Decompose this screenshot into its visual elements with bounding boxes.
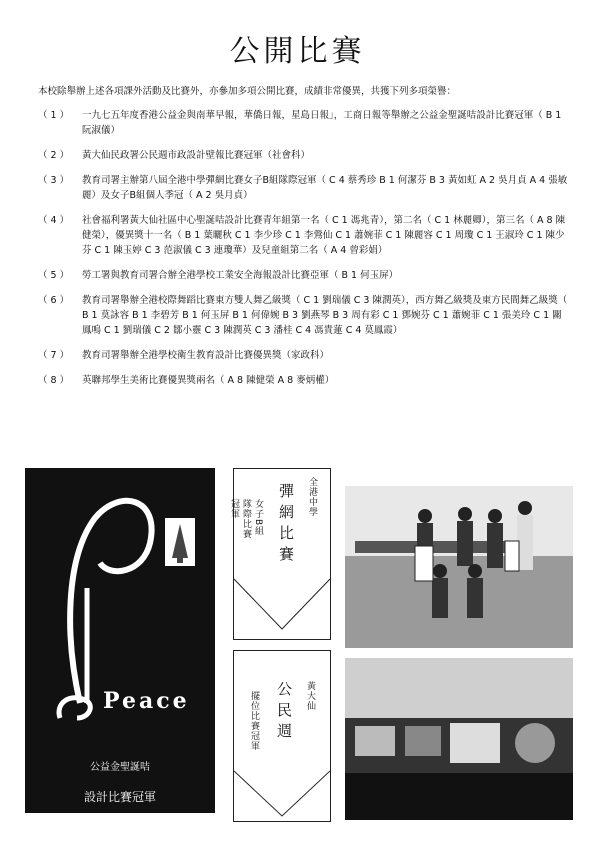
item-number: （ 3 ） [38, 175, 70, 186]
peace-card-image [25, 468, 215, 813]
peace-caption-line1: 公益金聖誕咭 [90, 762, 150, 773]
civic-week-award-banner [233, 650, 331, 822]
banner2-col-right: 黃大仙 [305, 681, 315, 711]
item-number: （ 7 ） [38, 350, 70, 361]
item-text: 社會福利署黃大仙社區中心聖誕咭設計比賽青年組第一名（ C 1 馮兆青），第二名（ C 1 林麗卿），第三名（ A 8 陳健榮），優異獎十一名（ B 1 葉曬秋 C 1 李少珍 C 1 李鶯仙 C 1 蕭婉菲 C 1 陳麗容 C 1 周瓊 C 1 王淑玲 C 1 陳少芬 C 1 陳玉婷 C 3 范淑儀 C 3 連瓊華）及兒童組第二名（ A 4 曾彩娟） [82, 215, 566, 256]
item-number: （ 1 ） [38, 110, 70, 121]
exhibition-photo-artwork [345, 658, 573, 820]
banner1-col-left3: 冠軍 [229, 499, 239, 519]
item-text: 教育司署主辦第八屆全港中學彈網比賽女子B組隊際冠軍（ C 4 蔡秀珍 B 1 何潔芬 B 3 黃如虹 A 2 吳月貞 A 4 張敏麗）及女子B組個人季冠（ A 2 吳月貞） [82, 175, 568, 201]
exhibition-photo [345, 658, 573, 820]
banner1-col-big: 彈網比賽 [277, 483, 295, 567]
banner2-col-big: 公民週 [275, 681, 293, 744]
banner2-col-left: 擺位比賽冠軍 [249, 691, 259, 751]
banner1-col-right: 全港中學 [307, 477, 317, 517]
banner1-col-left2: 隊際比賽 [241, 499, 251, 539]
item-number: （ 2 ） [38, 150, 70, 161]
list-item [38, 173, 568, 203]
item-text: 教育司署舉辦全港校際舞蹈比賽東方雙人舞乙級獎（ C 1 劉瑞儀 C 3 陳潤英），西方舞乙級獎及東方民間舞乙級獎（ B 1 莫詠容 B 1 李碧芳 B 1 何玉屏 B 1 何偉婉 B 3 劉燕琴 B 3 周有彩 C 1 鄧婉芬 C 1 蕭婉菲 C 1 張美玲 C 1 關鳳鳴 C 1 劉瑞儀 C 2 鄒小靈 C 3 陳潤英 C 3 潘桂 C 4 馮貴蓮 C 4 莫鳳霞） [82, 295, 568, 336]
item-text: 英聯邦學生美術比賽優異獎兩名（ A 8 陳健榮 A 8 麥炳權） [82, 375, 335, 386]
list-item [38, 373, 568, 388]
trampoline-award-banner [229, 468, 331, 640]
team-photo [345, 486, 573, 648]
item-text: 一九七五年度香港公益金與南華早報，華僑日報，星島日報」，工商日報等舉辦之公益金聖誕咭設計比賽冠軍（ B 1 阮淑儀） [82, 110, 562, 136]
list-item [38, 108, 568, 138]
item-number: （ 8 ） [38, 375, 70, 386]
item-number: （ 5 ） [38, 270, 70, 281]
item-text: 教育司署舉辦全港學校衛生教育設計比賽優異獎（家政科） [82, 350, 330, 361]
list-item [38, 213, 568, 258]
list-item [38, 148, 568, 163]
list-item [38, 293, 568, 338]
item-number: （ 6 ） [38, 295, 70, 306]
peace-caption-line2: 設計比賽冠軍 [83, 790, 156, 804]
awards-list [38, 108, 568, 398]
peace-word: Peace [103, 688, 190, 714]
intro-paragraph: 本校除舉辦上述各項課外活動及比賽外，亦參加多項公開比賽，成績非常優異，共獲下列多項榮譽： [38, 86, 457, 97]
list-item [38, 268, 568, 283]
list-item [38, 348, 568, 363]
item-number: （ 4 ） [38, 215, 70, 226]
item-text: 黃大仙民政署公民週市政設計壁報比賽冠軍（社會科） [82, 150, 311, 161]
item-text: 勞工署與教育司署合辦全港學校工業安全海報設計比賽亞軍（ B 1 何玉屏） [82, 270, 399, 281]
team-photo-artwork [345, 486, 573, 648]
banner1-col-left1: 女子B組 [253, 499, 263, 537]
page-title: 公開比賽 [229, 34, 366, 69]
